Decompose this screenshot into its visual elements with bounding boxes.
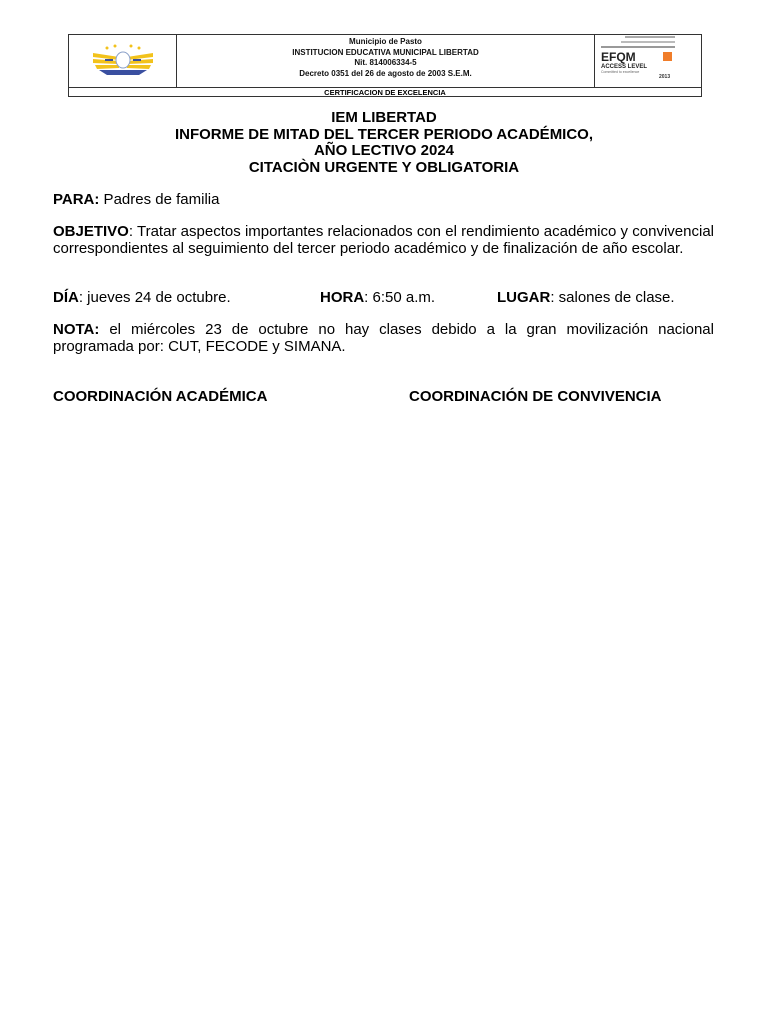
objetivo-text: : Tratar aspectos importantes relacionados con el rendimiento académico y convivencial correspondientes al seguimiento del tercer periodo académico y de finalización de año escolar. <box>53 223 714 257</box>
svg-text:2013: 2013 <box>659 74 671 80</box>
institution-info <box>177 35 595 87</box>
para-label: PARA: <box>53 191 100 208</box>
dia-field <box>53 289 231 306</box>
title-year: AÑO LECTIVO 2024 <box>313 142 455 159</box>
school-logo-cell <box>69 35 177 87</box>
nit: Nit. 814006334-5 <box>354 58 417 67</box>
school-emblem-icon <box>69 35 177 87</box>
signature-convivencia: COORDINACIÓN DE CONVIVENCIA <box>409 388 662 405</box>
title-citation: CITACIÒN URGENTE Y OBLIGATORIA <box>248 158 520 176</box>
institution-name: INSTITUCION EDUCATIVA MUNICIPAL LIBERTAD <box>292 47 479 57</box>
nota-paragraph <box>53 322 714 355</box>
efqm-logo-cell <box>595 35 701 87</box>
municipality: Municipio de Pasto <box>349 37 422 46</box>
lugar-value: : salones de clase. <box>550 289 675 306</box>
hora-field <box>320 289 435 306</box>
hora-label: HORA <box>320 289 365 306</box>
title-report: INFORME DE MITAD DEL TERCER PERIODO ACADÉMICO, <box>174 125 594 143</box>
svg-text:Committed to excellence: Committed to excellence <box>601 70 640 74</box>
document-titles <box>0 110 768 176</box>
decree: Decreto 0351 del 26 de agosto de 2003 S.E.M. <box>299 68 472 78</box>
dia-value: : jueves 24 de octubre. <box>78 289 231 306</box>
hora-value: : 6:50 a.m. <box>364 289 436 306</box>
objetivo-label: OBJETIVO <box>53 223 129 240</box>
efqm-logo-icon <box>595 35 701 87</box>
title-school: IEM LIBERTAD <box>331 109 437 126</box>
lugar-label: LUGAR <box>497 289 551 306</box>
letterhead-table <box>68 34 702 97</box>
lugar-field <box>497 289 675 306</box>
para-text: Padres de familia <box>99 191 220 208</box>
para-paragraph <box>53 192 714 209</box>
svg-text:ACCESS LEVEL: ACCESS LEVEL <box>601 64 648 70</box>
signature-academic: COORDINACIÓN ACADÉMICA <box>53 388 268 405</box>
dia-label: DÍA <box>53 289 79 306</box>
certification-row: CERTIFICACION DE EXCELENCIA <box>69 87 701 97</box>
svg-text:EFQM: EFQM <box>601 50 636 64</box>
objetivo-paragraph <box>53 224 714 257</box>
nota-label: NOTA: <box>53 321 100 338</box>
nota-text: el miércoles 23 de octubre no hay clases debido a la gran movilización nacional programada por: CUT, FECODE y SIMANA. <box>53 321 714 355</box>
